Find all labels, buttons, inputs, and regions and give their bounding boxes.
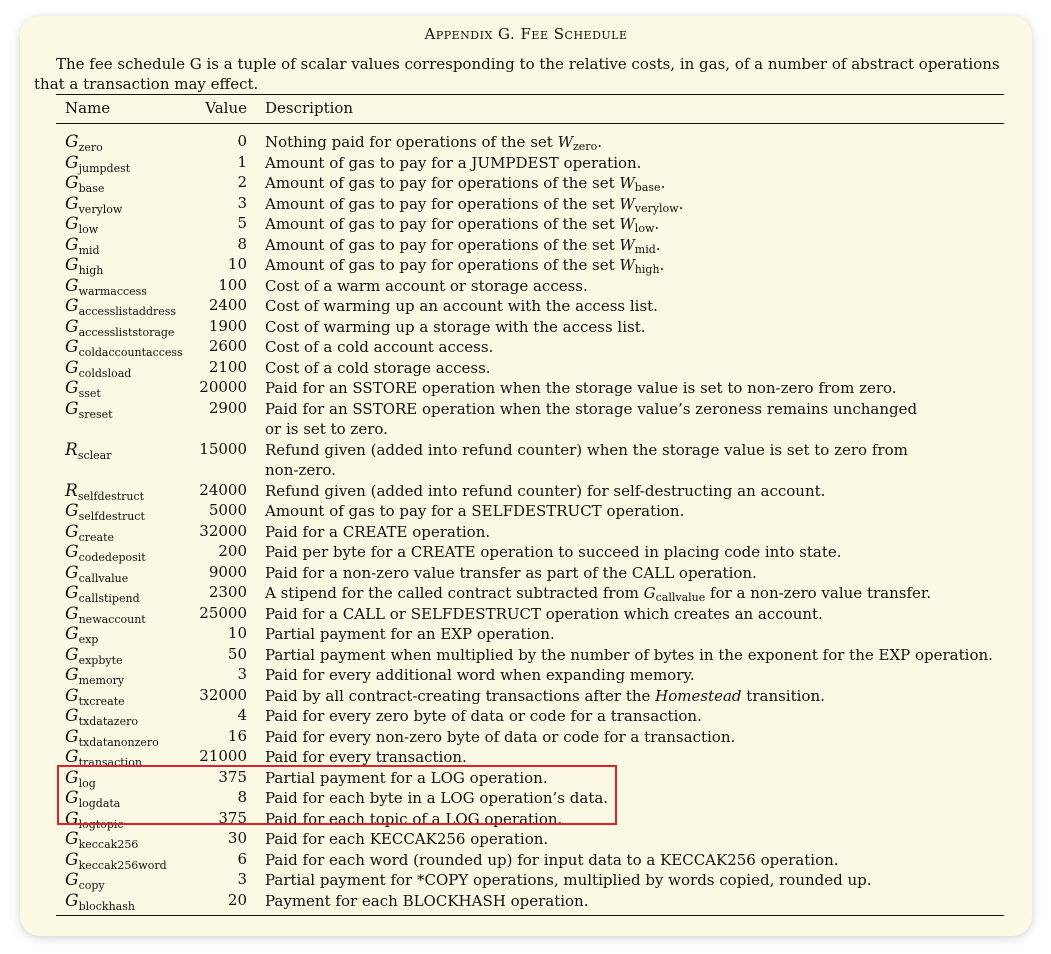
fee-name-subscript: copy — [78, 879, 105, 892]
fee-name-symbol: G — [65, 378, 79, 398]
fee-name — [65, 214, 98, 234]
fee-name-subscript: sset — [78, 387, 101, 400]
fee-value: 32000 — [199, 521, 247, 540]
fee-value: 16 — [227, 726, 247, 745]
fee-name-symbol: G — [65, 870, 79, 890]
fee-name-symbol: G — [65, 767, 79, 788]
fee-description: Amount of gas to pay for operations of the set $W_{high}$. — [265, 256, 665, 276]
fee-description: Refund given (added into refund counter) when the storage value is set to zero from non-zero. — [265, 440, 908, 479]
fee-name-symbol: G — [65, 624, 79, 644]
fee-value: 375 — [218, 767, 247, 786]
fee-name-symbol: G — [65, 173, 79, 193]
fee-name-subscript: logdata — [78, 797, 121, 810]
fee-name — [65, 378, 101, 398]
fee-value: 2 — [237, 173, 247, 191]
fee-description: Partial payment for a LOG operation. — [265, 768, 548, 787]
fee-name — [65, 850, 167, 870]
fee-name-subscript: base — [78, 182, 105, 195]
fee-name — [65, 399, 113, 419]
fee-name-subscript: sclear — [77, 448, 112, 462]
fee-value: 375 — [218, 808, 247, 827]
fee-name-symbol: R — [65, 439, 78, 460]
fee-name — [65, 870, 105, 890]
fee-name-subscript: create — [78, 530, 115, 544]
fee-name-symbol: G — [65, 726, 79, 747]
fee-name-symbol: G — [65, 706, 79, 726]
fee-name — [65, 296, 176, 316]
fee-description: Amount of gas to pay for operations of the set $W_{low}$. — [265, 215, 660, 235]
fee-value: 25000 — [199, 603, 247, 622]
fee-name-symbol: G — [65, 501, 79, 521]
fee-name-subscript: sreset — [78, 407, 113, 421]
intro-paragraph — [34, 54, 1014, 94]
fee-name — [65, 829, 138, 849]
fee-value: 9000 — [208, 562, 247, 581]
table-bottom-rule — [56, 915, 1004, 916]
fee-name-subscript: low — [78, 223, 99, 236]
fee-value: 8 — [237, 788, 247, 806]
fee-description: Paid for a non-zero value transfer as part of the CALL operation. — [265, 563, 757, 582]
fee-name-subscript: coldaccountaccess — [78, 346, 183, 359]
fee-name — [65, 727, 159, 747]
fee-description: Amount of gas to pay for a JUMPDEST operation. — [265, 153, 642, 172]
fee-name-subscript: log — [78, 776, 96, 790]
fee-description: Partial payment for *COPY operations, multiplied by words copied, rounded up. — [265, 871, 872, 889]
fee-description: Paid for each KECCAK256 operation. — [265, 830, 549, 848]
fee-name-subscript: keccak256 — [78, 838, 139, 851]
fee-name-symbol: G — [65, 398, 79, 419]
fee-name-symbol: G — [65, 234, 79, 255]
fee-value: 2300 — [208, 583, 247, 601]
fee-value: 1 — [237, 152, 247, 171]
fee-value: 0 — [237, 132, 247, 150]
fee-name — [65, 276, 147, 296]
fee-name-subscript: high — [78, 264, 104, 277]
fee-description: Amount of gas to pay for operations of the set $W_{base}$. — [265, 174, 666, 194]
paper-page — [20, 16, 1032, 936]
fee-description: Paid for every additional word when expanding memory. — [265, 666, 695, 684]
fee-name — [65, 153, 130, 173]
fee-name-symbol: G — [65, 214, 79, 234]
fee-name-symbol: G — [65, 685, 79, 706]
fee-description: Nothing paid for operations of the set $W_{zero}$. — [265, 133, 602, 153]
fee-description: Cost of warming up a storage with the access list. — [265, 317, 646, 336]
fee-description: Cost of a cold account access. — [265, 338, 494, 356]
fee-value: 4 — [237, 706, 247, 724]
fee-value: 100 — [218, 275, 247, 294]
fee-name-symbol: G — [65, 357, 79, 378]
fee-name-symbol: G — [65, 890, 79, 911]
fee-name-symbol: G — [65, 132, 79, 152]
fee-value: 2400 — [208, 296, 247, 314]
fee-value: 30 — [227, 829, 247, 847]
table-header-rule — [56, 123, 1004, 124]
fee-name-symbol: G — [65, 849, 79, 870]
fee-name — [65, 747, 142, 767]
fee-value: 32000 — [199, 685, 247, 704]
fee-description: Paid for a CREATE operation. — [265, 522, 491, 541]
appendix-title: Appendix G. Fee Schedule — [424, 25, 628, 43]
fee-value: 10 — [227, 624, 247, 642]
fee-name — [65, 604, 146, 624]
fee-value: 5000 — [208, 501, 247, 519]
fee-description: Amount of gas to pay for a SELFDESTRUCT operation. — [265, 502, 685, 520]
fee-name — [65, 706, 138, 726]
fee-name-symbol: G — [65, 275, 79, 296]
fee-name-subscript: expbyte — [78, 653, 123, 667]
fee-name-symbol: G — [65, 152, 79, 173]
fee-name-subscript: blockhash — [78, 899, 135, 913]
fee-value: 6 — [237, 849, 247, 868]
fee-description: Paid by all contract-creating transactions after the Homestead transition. — [265, 686, 825, 705]
header-description: Description — [265, 99, 354, 117]
fee-name-symbol: G — [65, 644, 79, 665]
fee-name — [65, 481, 144, 501]
log-rows-highlight-box — [57, 765, 617, 825]
fee-name — [65, 624, 98, 644]
fee-name-symbol: G — [65, 808, 79, 829]
fee-value: 20 — [227, 890, 247, 909]
fee-name-symbol: G — [65, 829, 79, 849]
fee-name — [65, 501, 145, 521]
fee-name-symbol: G — [65, 337, 79, 357]
fee-name-symbol: G — [65, 665, 79, 685]
fee-name-subscript: accesslistaddress — [78, 305, 177, 318]
fee-name — [65, 337, 183, 357]
fee-description: Paid for an SSTORE operation when the storage value is set to non-zero from zero. — [265, 379, 897, 397]
fee-name-symbol: G — [65, 296, 79, 316]
fee-value: 3 — [237, 870, 247, 888]
fee-name — [65, 665, 124, 685]
fee-value: 200 — [218, 542, 247, 560]
fee-name-subscript: callvalue — [78, 571, 129, 585]
fee-name-symbol: G — [65, 583, 79, 603]
fee-value: 20000 — [199, 378, 247, 396]
fee-description: Cost of warming up an account with the access list. — [265, 297, 658, 315]
fee-name-symbol: G — [65, 316, 79, 337]
fee-description: Cost of a cold storage access. — [265, 358, 491, 377]
fee-name-symbol: G — [65, 193, 79, 214]
fee-value: 2600 — [208, 337, 247, 355]
fee-name-symbol: G — [65, 521, 79, 542]
fee-description: Partial payment when multiplied by the number of bytes in the exponent for the EXP operation. — [265, 645, 993, 664]
fee-description: Cost of a warm account or storage access. — [265, 276, 588, 295]
fee-name — [65, 686, 125, 706]
fee-name — [65, 173, 104, 193]
fee-description: A stipend for the called contract subtracted from $G_{callvalue}$ for a non-zero value transfer. — [265, 584, 932, 604]
fee-name-subscript: coldsload — [78, 366, 132, 380]
fee-value: 15000 — [199, 439, 247, 458]
fee-value: 8 — [237, 234, 247, 253]
fee-description: Paid for every transaction. — [265, 748, 467, 766]
fee-name-subscript: memory — [78, 674, 125, 687]
fee-description: Paid for a CALL or SELFDESTRUCT operation which creates an account. — [265, 604, 823, 623]
fee-name-subscript: warmaccess — [78, 284, 147, 298]
fee-value: 5 — [237, 214, 247, 232]
fee-value: 10 — [227, 255, 247, 273]
fee-name-symbol: G — [65, 603, 79, 624]
fee-name-subscript: codedeposit — [78, 551, 146, 564]
fee-name-subscript: jumpdest — [78, 161, 131, 175]
fee-name-subscript: mid — [78, 243, 100, 257]
fee-name-subscript: keccak256word — [78, 858, 167, 872]
fee-description: Paid for each byte in a LOG operation’s data. — [265, 789, 609, 807]
fee-name-symbol: G — [65, 255, 79, 275]
fee-name — [65, 645, 123, 665]
fee-name-subscript: txdatazero — [78, 715, 138, 728]
fee-name-subscript: transaction — [78, 756, 142, 769]
fee-name-subscript: verylow — [78, 202, 123, 216]
fee-name-subscript: exp — [78, 633, 99, 646]
fee-name — [65, 583, 140, 603]
fee-description: Paid for an SSTORE operation when the storage value’s zeroness remains unchanged or is set to zero. — [265, 399, 918, 438]
fee-name — [65, 563, 128, 583]
fee-name-subscript: logtopic — [78, 817, 124, 831]
fee-description: Paid per byte for a CREATE operation to succeed in placing code into state. — [265, 543, 842, 561]
fee-value: 50 — [227, 644, 247, 663]
fee-name — [65, 194, 122, 214]
fee-description: Refund given (added into refund counter) for self-destructing an account. — [265, 481, 826, 500]
fee-description: Payment for each BLOCKHASH operation. — [265, 891, 589, 910]
fee-name — [65, 891, 135, 911]
fee-value: 3 — [237, 193, 247, 212]
fee-name-subscript: callstipend — [78, 592, 140, 605]
fee-description: Paid for every non-zero byte of data or code for a transaction. — [265, 727, 736, 746]
fee-value: 2100 — [208, 357, 247, 376]
fee-value: 24000 — [199, 480, 247, 499]
fee-name-symbol: G — [65, 788, 79, 808]
fee-name-symbol: G — [65, 562, 79, 583]
fee-name — [65, 440, 111, 460]
fee-name-subscript: txdatanonzero — [78, 735, 159, 749]
fee-name-subscript: accessliststorage — [78, 325, 175, 339]
fee-name — [65, 522, 114, 542]
header-name: Name — [65, 99, 111, 117]
fee-name-subscript: zero — [78, 141, 103, 154]
fee-name-subscript: selfdestruct — [77, 489, 145, 503]
fee-name — [65, 255, 103, 275]
header-value: Value — [205, 99, 247, 117]
fee-value: 3 — [237, 665, 247, 683]
fee-description: Paid for each word (rounded up) for input data to a KECCAK256 operation. — [265, 850, 839, 869]
fee-description: Amount of gas to pay for operations of the set $W_{verylow}$. — [265, 194, 684, 215]
fee-description: Partial payment for an EXP operation. — [265, 625, 555, 643]
fee-value: 2900 — [208, 398, 247, 417]
table-top-rule — [56, 94, 1004, 95]
fee-value: 21000 — [199, 747, 247, 765]
fee-description: Paid for each topic of a LOG operation. — [265, 809, 563, 828]
fee-name-subscript: selfdestruct — [78, 510, 145, 523]
fee-description: Amount of gas to pay for operations of the set $W_{mid}$. — [265, 235, 661, 256]
fee-name-subscript: txcreate — [78, 694, 125, 708]
fee-name — [65, 542, 146, 562]
fee-name — [65, 132, 103, 152]
fee-name — [65, 235, 100, 255]
fee-name-symbol: G — [65, 747, 79, 767]
fee-description: Paid for every zero byte of data or code for a transaction. — [265, 707, 702, 725]
fee-name-symbol: G — [65, 542, 79, 562]
fee-name-subscript: newaccount — [78, 612, 146, 626]
fee-name-symbol: R — [65, 480, 78, 501]
fee-name — [65, 358, 131, 378]
fee-value: 1900 — [208, 316, 247, 335]
fee-name — [65, 317, 174, 337]
intro-text: The fee schedule G is a tuple of scalar values corresponding to the relative costs, in gas, of a number of abstract operations that a transaction may effect. — [34, 55, 1000, 93]
